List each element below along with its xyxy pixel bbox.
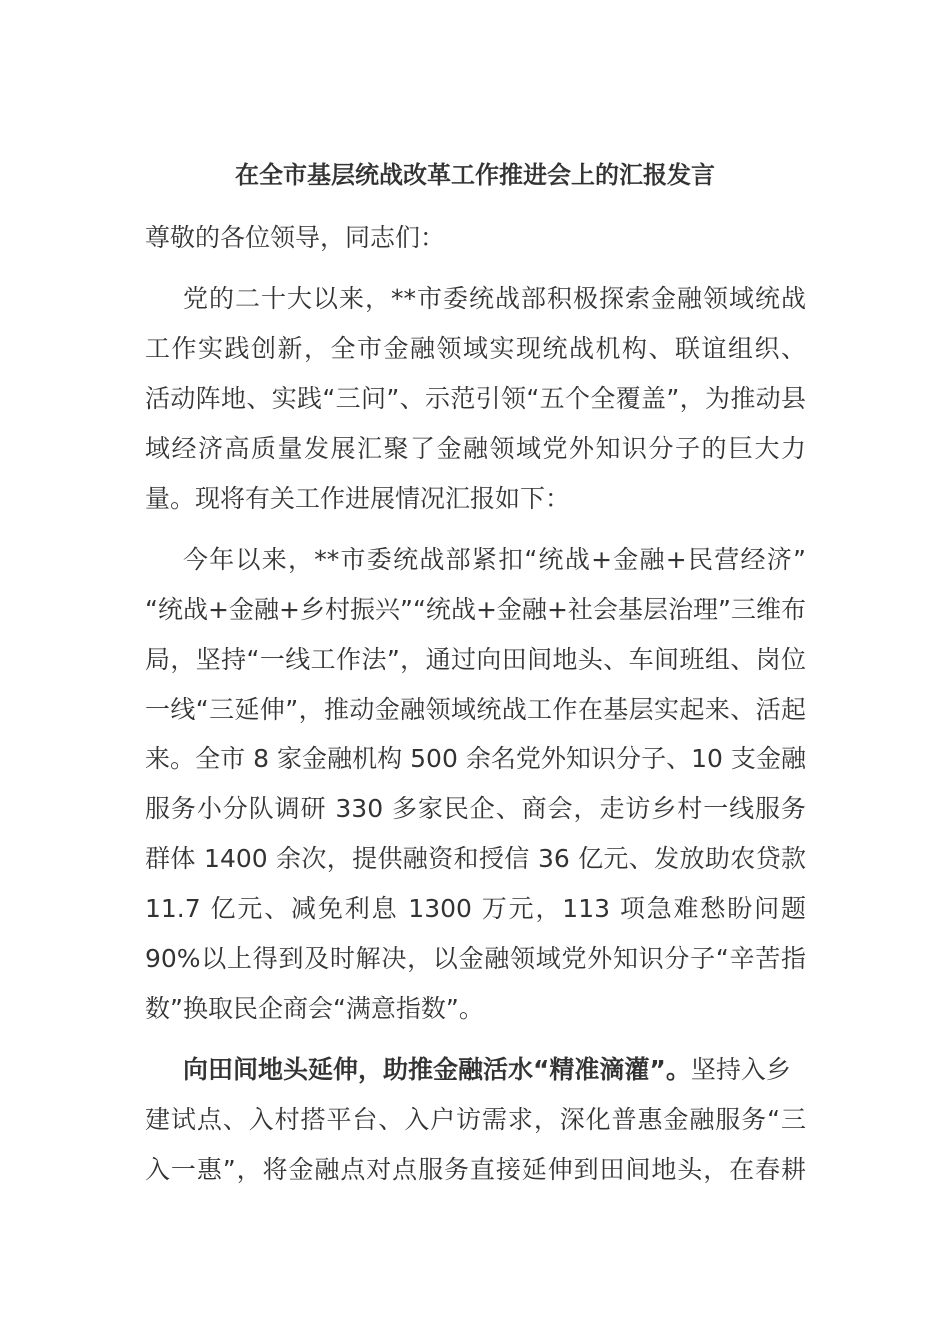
- paragraph-2-line-1: 今年以来，**市委统战部紧扣“统战+金融+民营经济”: [183, 545, 806, 574]
- paragraph-2-line-3: 局，坚持“一线工作法”，通过向田间地头、车间班组、岗位: [145, 645, 806, 674]
- paragraph-3-heading: 向田间地头延伸，助推金融活水“精准滴灌”。: [183, 1055, 691, 1084]
- paragraph-1-line-2: 工作实践创新，全市金融领域实现统战机构、联谊组织、: [145, 334, 806, 363]
- paragraph-2-line-2: “统战+金融+乡村振兴”“统战+金融+社会基层治理”三维布: [145, 595, 806, 624]
- paragraph-3-line-1-rest: 坚持入乡: [690, 1055, 791, 1084]
- paragraph-1-line-5: 量。现将有关工作进展情况汇报如下：: [145, 484, 571, 513]
- paragraph-3-line-3: 入一惠”，将金融点对点服务直接延伸到田间地头，在春耕: [145, 1155, 806, 1184]
- paragraph-3-line-1: [183, 1052, 806, 1088]
- paragraph-2-line-10: 数”换取民企商会“满意指数”。: [145, 994, 484, 1023]
- paragraph-2-line-4: 一线“三延伸”，推动金融领域统战工作在基层实起来、活起: [145, 695, 806, 724]
- paragraph-3-line-2: 建试点、入村搭平台、入户访需求，深化普惠金融服务“三: [145, 1105, 806, 1134]
- paragraph-2-line-9: 90%以上得到及时解决，以金融领域党外知识分子“辛苦指: [145, 944, 806, 973]
- paragraph-1-line-1: 党的二十大以来，**市委统战部积极探索金融领域统战: [183, 284, 806, 313]
- paragraph-2-line-7: 群体 1400 余次，提供融资和授信 36 亿元、发放助农贷款: [145, 844, 806, 873]
- paragraph-2-line-6: 服务小分队调研 330 多家民企、商会，走访乡村一线服务: [145, 794, 806, 823]
- paragraph-1-line-3: 活动阵地、实践“三问”、示范引领“五个全覆盖”，为推动县: [145, 384, 806, 413]
- paragraph-2-line-8: 11.7 亿元、减免利息 1300 万元，113 项急难愁盼问题: [145, 894, 806, 923]
- paragraph-2-line-5: 来。全市 8 家金融机构 500 余名党外知识分子、10 支金融: [145, 744, 806, 773]
- salutation: 尊敬的各位领导，同志们：: [145, 223, 446, 252]
- document-title: 在全市基层统战改革工作推进会上的汇报发言: [235, 161, 715, 189]
- paragraph-1-line-4: 域经济高质量发展汇聚了金融领域党外知识分子的巨大力: [145, 434, 806, 463]
